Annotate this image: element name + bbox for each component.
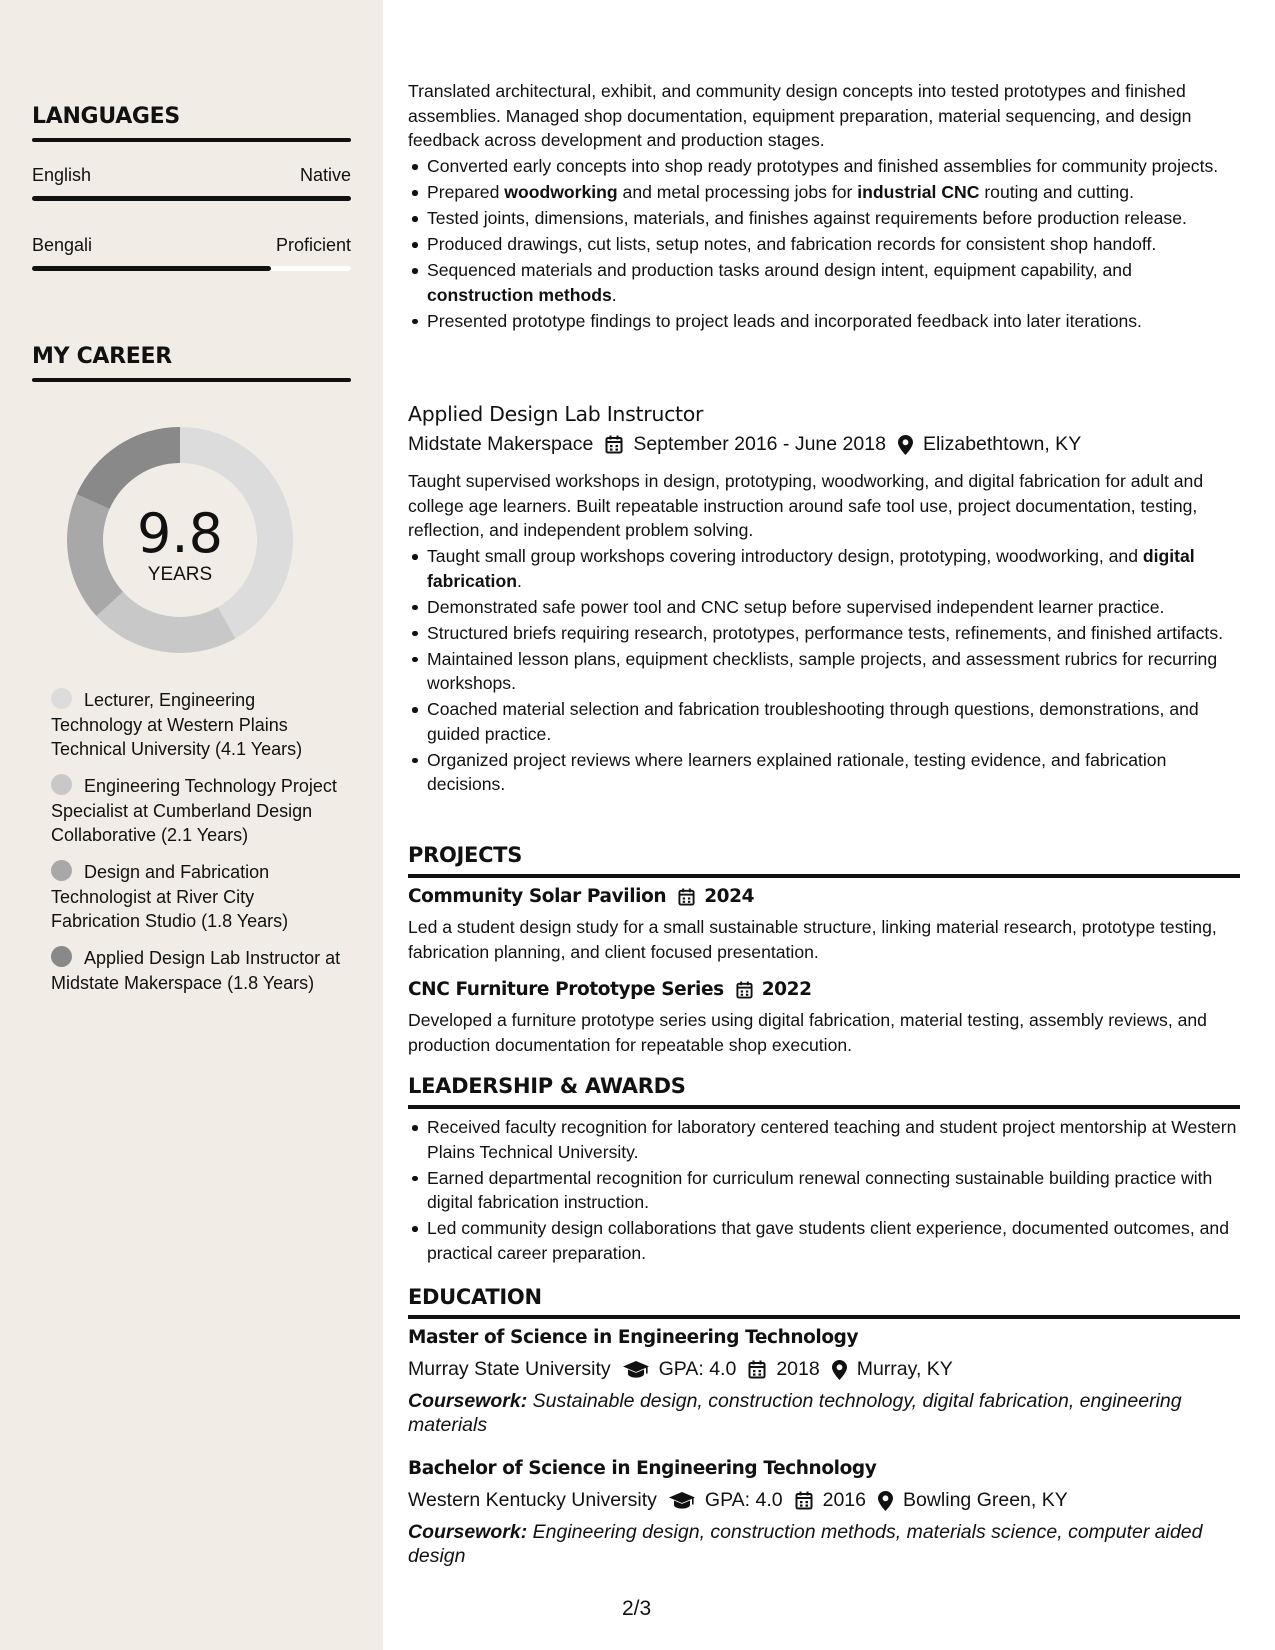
project-title: Community Solar Pavilion: [408, 886, 667, 907]
school-name: Western Kentucky University: [408, 1489, 657, 1511]
sidebar: [0, 0, 383, 1650]
career-legend-item: [51, 774, 341, 848]
coursework: [408, 1520, 1240, 1568]
calendar-icon: [795, 1491, 813, 1510]
language-row: [32, 235, 351, 256]
calendar-icon: [748, 1360, 766, 1379]
career-legend-item: [51, 688, 341, 762]
degree-title: Master of Science in Engineering Technology: [408, 1327, 859, 1348]
coursework-label: Coursework:: [408, 1521, 528, 1543]
career-legend-label: Design and Fabrication Technologist at River City Fabrication Studio (1.8 Years): [51, 862, 289, 931]
education-meta: [408, 1489, 1068, 1512]
experience-summary: Translated architectural, exhibit, and community design concepts into tested prototypes and finished assemblies. Managed shop documentation, equipment preparation, material sequencing, and design feedback across development and production stages.: [408, 81, 1192, 150]
career-legend-item: [51, 860, 341, 934]
job-meta: [408, 433, 1081, 456]
career-legend-label: Engineering Technology Project Specialist at Cumberland Design Collaborative (2.1 Years): [51, 776, 337, 845]
bullet-item: Structured briefs requiring research, prototypes, performance tests, refinements, and finished artifacts.: [408, 621, 1240, 646]
career-legend-label: Applied Design Lab Instructor at Midstate Makerspace (1.8 Years): [51, 948, 341, 993]
career-donut-chart: [66, 426, 294, 654]
map-pin-icon: [832, 1360, 847, 1380]
career-legend-label: Lecturer, Engineering Technology at Western Plains Technical University (4.1 Years): [51, 690, 303, 759]
legend-dot: [51, 688, 72, 709]
career-rule: [32, 378, 351, 382]
projects-rule: [408, 874, 1240, 878]
coursework: [408, 1389, 1240, 1437]
map-pin-icon: [878, 1491, 893, 1511]
project-year: 2024: [704, 886, 755, 907]
gpa: GPA: 4.0: [704, 1489, 783, 1511]
projects-heading: PROJECTS: [408, 843, 523, 867]
languages-rule: [32, 138, 351, 142]
language-row: [32, 165, 351, 186]
bullet-item: Produced drawings, cut lists, setup notes, and fabrication records for consistent shop handoff.: [408, 232, 1240, 257]
bullet-item: Sequenced materials and production tasks around design intent, equipment capability, and construction methods.: [408, 258, 1240, 307]
coursework-text: Sustainable design, construction technology, digital fabrication, engineering materials: [408, 1390, 1182, 1436]
calendar-icon: [678, 888, 695, 906]
gpa: GPA: 4.0: [658, 1358, 737, 1380]
language-bar-fill: [32, 266, 271, 271]
bullet-item: Prepared woodworking and metal processing jobs for industrial CNC routing and cutting.: [408, 180, 1240, 205]
awards-rule: [408, 1105, 1240, 1109]
awards-list: [408, 1115, 1240, 1267]
project-title-row: [408, 886, 754, 907]
company-name: Midstate Makerspace: [408, 433, 594, 455]
legend-dot: [51, 860, 72, 881]
job-summary: Taught supervised workshops in design, prototyping, woodworking, and digital fabrication for adult and college age learners. Built repeatable instruction around safe tool use, project documentation, testing, reflection, and independent problem solving.: [408, 471, 1204, 540]
calendar-icon: [605, 435, 623, 454]
bullet-item: Taught small group workshops covering introductory design, prototyping, woodworking, and digital fabrication.: [408, 544, 1240, 593]
donut-segment-2: [96, 592, 235, 653]
school-name: Murray State University: [408, 1358, 611, 1380]
degree-title: Bachelor of Science in Engineering Technology: [408, 1458, 877, 1479]
bullet-item: Coached material selection and fabrication troubleshooting through questions, demonstrations, and guided practice.: [408, 697, 1240, 746]
language-level: Native: [299, 165, 351, 185]
coursework-text: Engineering design, construction methods, materials science, computer aided design: [408, 1521, 1203, 1567]
bullet-item: Tested joints, dimensions, materials, and finishes against requirements before production release.: [408, 206, 1240, 231]
language-level: Proficient: [275, 235, 351, 255]
job-title: Applied Design Lab Instructor: [408, 402, 704, 426]
language-bar: [32, 196, 351, 201]
graduation-year: 2016: [822, 1489, 866, 1511]
job-dates: September 2016 - June 2018: [633, 433, 886, 455]
bullet-item: Demonstrated safe power tool and CNC setup before supervised independent learner practice.: [408, 595, 1240, 620]
donut-segment-3: [67, 494, 123, 616]
career-legend-item: [51, 946, 341, 995]
coursework-label: Coursework:: [408, 1390, 528, 1412]
career-total-value: 9.8: [137, 502, 223, 565]
education-meta: [408, 1358, 953, 1381]
project-year: 2022: [761, 979, 812, 1000]
language-name: Bengali: [32, 235, 93, 255]
page-number: 2/3: [622, 1597, 652, 1620]
map-pin-icon: [898, 435, 913, 455]
education-rule: [408, 1315, 1240, 1319]
award-item: Led community design collaborations that gave students client experience, documented outcomes, and practical career preparation.: [408, 1216, 1240, 1265]
project-title: CNC Furniture Prototype Series: [408, 979, 724, 1000]
bullet-item: Presented prototype findings to project leads and incorporated feedback into later iterations.: [408, 309, 1240, 334]
award-item: Earned departmental recognition for curriculum renewal connecting sustainable building practice with digital fabrication instruction.: [408, 1166, 1240, 1215]
school-location: Bowling Green, KY: [902, 1489, 1068, 1511]
bullet-item: Maintained lesson plans, equipment checklists, sample projects, and assessment rubrics for recurring workshops.: [408, 647, 1240, 696]
bullet-item: Converted early concepts into shop ready prototypes and finished assemblies for community projects.: [408, 154, 1240, 179]
calendar-icon: [736, 981, 753, 999]
job-bullets: [408, 544, 1240, 798]
project-description: Led a student design study for a small sustainable structure, linking material research, prototype testing, fabrication planning, and client focused presentation.: [408, 917, 1217, 962]
education-heading: EDUCATION: [408, 1285, 542, 1309]
legend-dot: [51, 774, 72, 795]
graduation-year: 2018: [776, 1358, 820, 1380]
project-description: Developed a furniture prototype series using digital fabrication, material testing, assembly reviews, and production documentation for repeatable shop execution.: [408, 1010, 1207, 1055]
career-total-unit: YEARS: [147, 564, 213, 585]
legend-dot: [51, 946, 72, 967]
job-location: Elizabethtown, KY: [922, 433, 1082, 455]
language-bar-fill: [32, 196, 351, 201]
graduation-cap-icon: [669, 1492, 695, 1510]
experience-bullets: [408, 154, 1240, 335]
awards-heading: LEADERSHIP & AWARDS: [408, 1074, 686, 1098]
language-bar: [32, 266, 351, 271]
language-name: English: [32, 165, 92, 185]
career-heading: MY CAREER: [32, 344, 172, 369]
project-title-row: [408, 979, 812, 1000]
school-location: Murray, KY: [856, 1358, 953, 1380]
award-item: Received faculty recognition for laboratory centered teaching and student project mentorship at Western Plains Technical University.: [408, 1115, 1240, 1164]
graduation-cap-icon: [623, 1361, 649, 1379]
donut-segment-4: [77, 427, 180, 509]
bullet-item: Organized project reviews where learners explained rationale, testing evidence, and fabrication decisions.: [408, 748, 1240, 797]
languages-heading: LANGUAGES: [32, 104, 180, 129]
